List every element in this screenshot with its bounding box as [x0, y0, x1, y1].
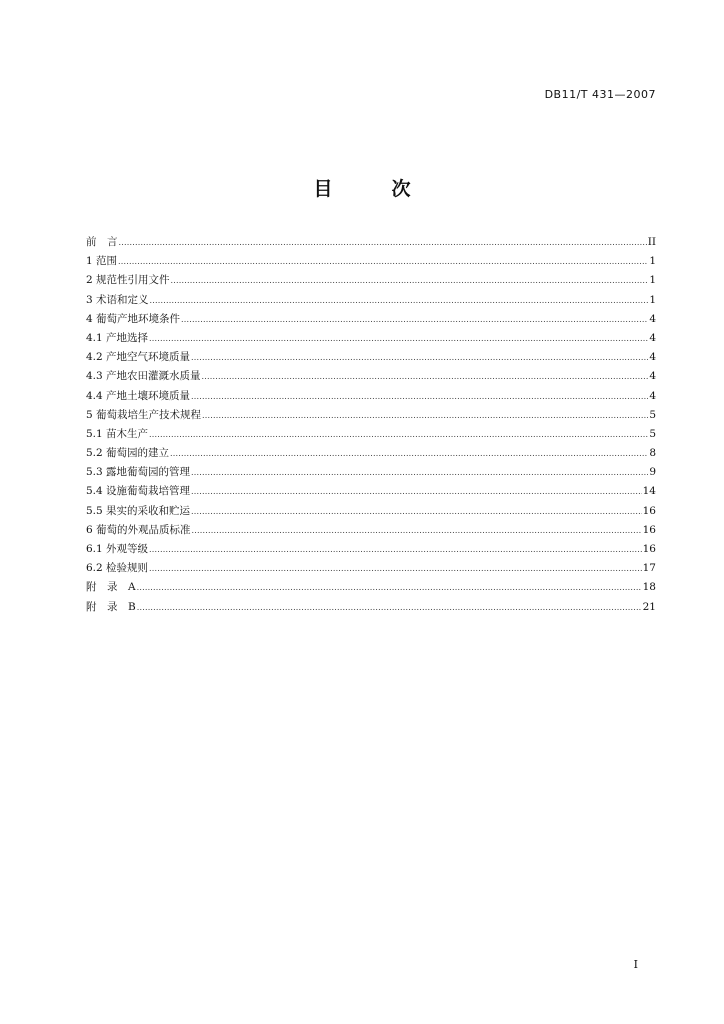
toc-entry-label: 4.1 产地选择	[86, 331, 149, 344]
toc-entry[interactable]	[86, 253, 656, 272]
toc-entry-label: 附 录 A	[86, 581, 136, 594]
toc-entry-page: 1	[649, 293, 656, 306]
toc-entry-page: 4	[649, 370, 656, 383]
page-number: I	[633, 958, 638, 971]
toc-entry-label: 5.1 苗木生产	[86, 427, 149, 440]
dot-leader	[137, 603, 642, 612]
toc-entry-page: 18	[642, 581, 656, 594]
toc-entry-page: 17	[642, 562, 656, 575]
toc-entry[interactable]	[86, 234, 656, 253]
dot-leader	[191, 487, 642, 496]
toc-entry[interactable]	[86, 445, 656, 464]
toc-entry[interactable]	[86, 541, 656, 560]
toc-entry[interactable]	[86, 503, 656, 522]
toc-entry-label: 5.5 果实的采收和贮运	[86, 504, 191, 517]
page-title: 目 次	[313, 178, 431, 200]
toc-entry-label: 6.2 检验规则	[86, 562, 149, 575]
toc-entry[interactable]	[86, 599, 656, 618]
toc-entry-page: 16	[642, 504, 656, 517]
toc-entry-label: 前 言	[86, 236, 118, 248]
toc-entry[interactable]	[86, 560, 656, 579]
toc-entry-page: 4	[649, 312, 656, 325]
toc-entry-page: 5	[649, 408, 656, 421]
dot-leader	[202, 372, 649, 381]
toc-entry[interactable]	[86, 272, 656, 291]
dot-leader	[118, 257, 648, 266]
dot-leader	[137, 583, 642, 592]
toc-entry-label: 5.3 露地葡萄园的管理	[86, 466, 191, 479]
toc-entry[interactable]	[86, 426, 656, 445]
table-of-contents	[86, 234, 656, 618]
toc-entry-page: 1	[649, 255, 656, 268]
toc-entry[interactable]	[86, 464, 656, 483]
toc-entry-page: 4	[649, 351, 656, 364]
toc-entry[interactable]	[86, 311, 656, 330]
toc-entry-page: 5	[649, 427, 656, 440]
toc-entry[interactable]	[86, 483, 656, 502]
toc-entry-page: 14	[642, 485, 656, 498]
toc-entry-label: 4.4 产地土壤环境质量	[86, 389, 191, 402]
dot-leader	[191, 353, 648, 362]
standard-number: DB11/T 431—2007	[544, 88, 656, 101]
toc-entry-label: 4.2 产地空气环境质量	[86, 351, 191, 364]
toc-entry-label: 5 葡萄栽培生产技术规程	[86, 408, 202, 421]
dot-leader	[191, 468, 648, 477]
toc-entry-page: 1	[649, 274, 656, 287]
toc-entry-page: 4	[649, 331, 656, 344]
toc-entry-label: 4.3 产地农田灌溉水质量	[86, 370, 201, 383]
dot-leader	[191, 507, 642, 516]
dot-leader	[171, 276, 649, 285]
toc-entry-page: 8	[649, 447, 656, 460]
toc-entry-label: 6.1 外观等级	[86, 543, 149, 555]
toc-entry-page: 9	[649, 466, 656, 479]
dot-leader	[149, 430, 648, 439]
dot-leader	[149, 334, 648, 343]
toc-entry[interactable]	[86, 579, 656, 598]
toc-entry[interactable]	[86, 522, 656, 541]
toc-entry[interactable]	[86, 330, 656, 349]
toc-entry-label: 5.2 葡萄园的建立	[86, 447, 170, 460]
dot-leader	[119, 238, 647, 247]
toc-entry-label: 1 范围	[86, 255, 118, 268]
toc-entry-page: II	[647, 236, 656, 248]
toc-entry-label: 6 葡萄的外观品质标准	[86, 523, 191, 536]
toc-entry-page: 21	[642, 600, 656, 613]
toc-entry-page: 16	[642, 543, 656, 555]
toc-entry[interactable]	[86, 407, 656, 426]
toc-entry[interactable]	[86, 292, 656, 311]
dot-leader	[149, 545, 642, 554]
dot-leader	[150, 296, 649, 305]
toc-entry-page: 16	[642, 523, 656, 536]
toc-entry[interactable]	[86, 349, 656, 368]
dot-leader	[149, 564, 642, 573]
toc-entry-label: 附 录 B	[86, 600, 136, 613]
dot-leader	[192, 526, 642, 535]
dot-leader	[170, 449, 648, 458]
toc-entry-page: 4	[649, 389, 656, 402]
dot-leader	[191, 392, 648, 401]
toc-entry-label: 4 葡萄产地环境条件	[86, 312, 181, 325]
toc-entry-label: 3 术语和定义	[86, 293, 149, 306]
dot-leader	[181, 315, 648, 324]
toc-entry[interactable]	[86, 388, 656, 407]
dot-leader	[202, 411, 648, 420]
toc-entry[interactable]	[86, 368, 656, 387]
toc-entry-label: 2 规范性引用文件	[86, 274, 170, 287]
toc-entry-label: 5.4 设施葡萄栽培管理	[86, 485, 191, 498]
